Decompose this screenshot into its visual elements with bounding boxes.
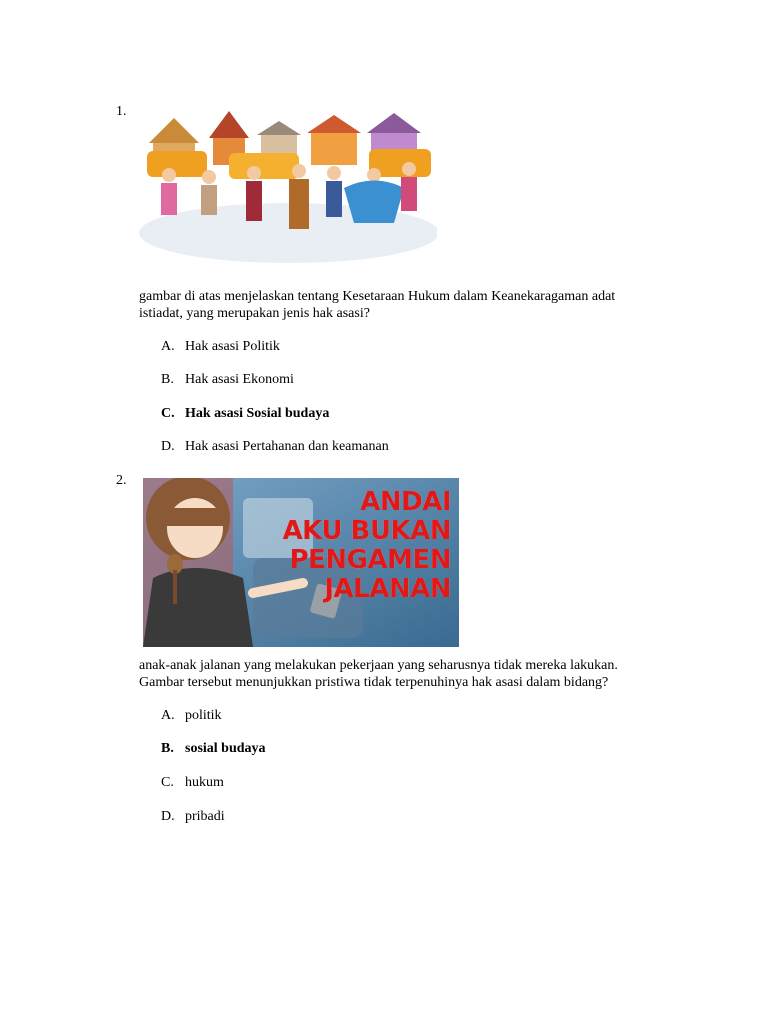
option-label: Hak asasi Ekonomi <box>185 372 294 387</box>
question-1-option-a[interactable] <box>161 339 280 355</box>
question-2-text-line-1: anak-anak jalanan yang melakukan pekerjaan yang seharusnya tidak mereka lakukan. <box>139 658 618 673</box>
option-label: sosial budaya <box>185 741 266 756</box>
question-1-text-line-2: istiadat, yang merupakan jenis hak asasi? <box>139 306 370 321</box>
option-letter: A. <box>161 708 175 723</box>
option-letter: B. <box>161 372 174 387</box>
option-letter: C. <box>161 406 175 421</box>
question-1-text <box>139 288 679 322</box>
option-label: Hak asasi Pertahanan dan keamanan <box>185 439 389 454</box>
question-2-option-c[interactable] <box>161 775 224 791</box>
option-label: Hak asasi Politik <box>185 339 280 354</box>
option-letter: D. <box>161 439 175 454</box>
option-letter: C. <box>161 775 174 790</box>
option-letter: D. <box>161 809 175 824</box>
question-1-option-b[interactable] <box>161 372 294 388</box>
question-2-number: 2. <box>116 473 127 488</box>
option-label: Hak asasi Sosial budaya <box>185 406 330 421</box>
banner-title <box>283 488 451 604</box>
banner-line-3: PENGAMEN <box>289 545 451 575</box>
question-2-text <box>139 657 679 691</box>
cultural-diversity-illustration <box>139 103 437 265</box>
option-letter: B. <box>161 741 174 756</box>
option-label: politik <box>185 708 222 723</box>
street-musician-banner <box>143 478 459 647</box>
option-letter: A. <box>161 339 175 354</box>
option-label: hukum <box>185 775 224 790</box>
question-1-number: 1. <box>116 104 127 119</box>
banner-line-1: ANDAI <box>360 487 451 517</box>
banner-line-2: AKU BUKAN <box>282 516 451 546</box>
question-1-text-line-1: gambar di atas menjelaskan tentang Kesetaraan Hukum dalam Keanekaragaman adat <box>139 289 616 304</box>
question-2-option-a[interactable] <box>161 708 222 724</box>
question-2-option-b[interactable] <box>161 741 266 757</box>
question-1-option-c[interactable] <box>161 406 329 422</box>
question-2-option-d[interactable] <box>161 809 225 825</box>
option-label: pribadi <box>185 809 225 824</box>
banner-line-4: JALANAN <box>324 574 451 604</box>
question-1-option-d[interactable] <box>161 439 389 455</box>
question-2-text-line-2: Gambar tersebut menunjukkan pristiwa tidak terpenuhinya hak asasi dalam bidang? <box>139 675 609 690</box>
